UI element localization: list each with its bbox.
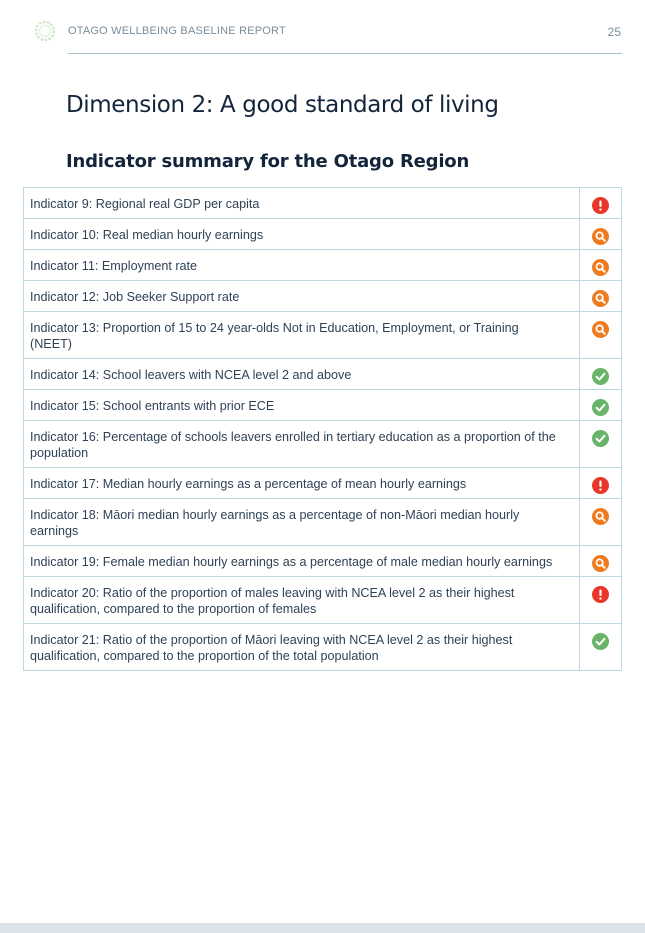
indicator-status-cell [580, 468, 622, 499]
indicator-row [24, 250, 622, 281]
indicator-row [24, 624, 622, 671]
indicator-label: Indicator 15: School entrants with prior ECE [24, 390, 580, 421]
indicator-label: Indicator 17: Median hourly earnings as a percentage of mean hourly earnings [24, 468, 580, 499]
indicator-status-cell [580, 250, 622, 281]
magnifier-icon [592, 290, 609, 307]
indicator-label: Indicator 21: Ratio of the proportion of Māori leaving with NCEA level 2 as their highest qualification, compared to the proportion of the total population [24, 624, 580, 671]
indicator-status-cell [580, 499, 622, 546]
indicator-status-cell [580, 359, 622, 390]
indicator-label: Indicator 9: Regional real GDP per capita [24, 188, 580, 219]
indicator-row [24, 577, 622, 624]
indicator-label: Indicator 10: Real median hourly earnings [24, 219, 580, 250]
indicator-label: Indicator 18: Māori median hourly earnings as a percentage of non-Māori median hourly earnings [24, 499, 580, 546]
dimension-title: Dimension 2: A good standard of living [66, 92, 499, 118]
indicator-status-cell [580, 312, 622, 359]
indicator-row [24, 312, 622, 359]
report-title: OTAGO WELLBEING BASELINE REPORT [68, 25, 286, 37]
indicator-status-cell [580, 546, 622, 577]
exclamation-icon [592, 477, 609, 494]
header-divider [68, 53, 622, 54]
magnifier-icon [592, 259, 609, 276]
magnifier-icon [592, 508, 609, 525]
exclamation-icon [592, 586, 609, 603]
indicator-label: Indicator 14: School leavers with NCEA level 2 and above [24, 359, 580, 390]
indicator-status-cell [580, 577, 622, 624]
indicator-label: Indicator 16: Percentage of schools leavers enrolled in tertiary education as a proportion of the population [24, 421, 580, 468]
indicator-row [24, 359, 622, 390]
indicator-row [24, 219, 622, 250]
indicator-row [24, 468, 622, 499]
indicator-row [24, 546, 622, 577]
indicator-status-cell [580, 390, 622, 421]
indicator-status-cell [580, 219, 622, 250]
indicator-row [24, 499, 622, 546]
exclamation-icon [592, 197, 609, 214]
magnifier-icon [592, 555, 609, 572]
indicator-table [23, 187, 622, 671]
page-header [0, 0, 645, 60]
indicator-label: Indicator 19: Female median hourly earnings as a percentage of male median hourly earnings [24, 546, 580, 577]
indicator-row [24, 281, 622, 312]
indicator-row [24, 390, 622, 421]
indicator-label: Indicator 20: Ratio of the proportion of males leaving with NCEA level 2 as their highest qualification, compared to the proportion of females [24, 577, 580, 624]
checkmark-icon [592, 633, 609, 650]
page-number: 25 [607, 25, 621, 39]
checkmark-icon [592, 368, 609, 385]
footer-bar [0, 923, 645, 933]
indicator-status-cell [580, 188, 622, 219]
indicator-label: Indicator 13: Proportion of 15 to 24 year-olds Not in Education, Employment, or Training (NEET) [24, 312, 580, 359]
checkmark-icon [592, 430, 609, 447]
magnifier-icon [592, 228, 609, 245]
indicator-row [24, 421, 622, 468]
indicator-label: Indicator 11: Employment rate [24, 250, 580, 281]
wreath-logo-icon [33, 19, 57, 43]
summary-heading: Indicator summary for the Otago Region [66, 151, 470, 172]
indicator-row [24, 188, 622, 219]
indicator-status-cell [580, 281, 622, 312]
indicator-status-cell [580, 421, 622, 468]
indicator-status-cell [580, 624, 622, 671]
indicator-label: Indicator 12: Job Seeker Support rate [24, 281, 580, 312]
checkmark-icon [592, 399, 609, 416]
magnifier-icon [592, 321, 609, 338]
